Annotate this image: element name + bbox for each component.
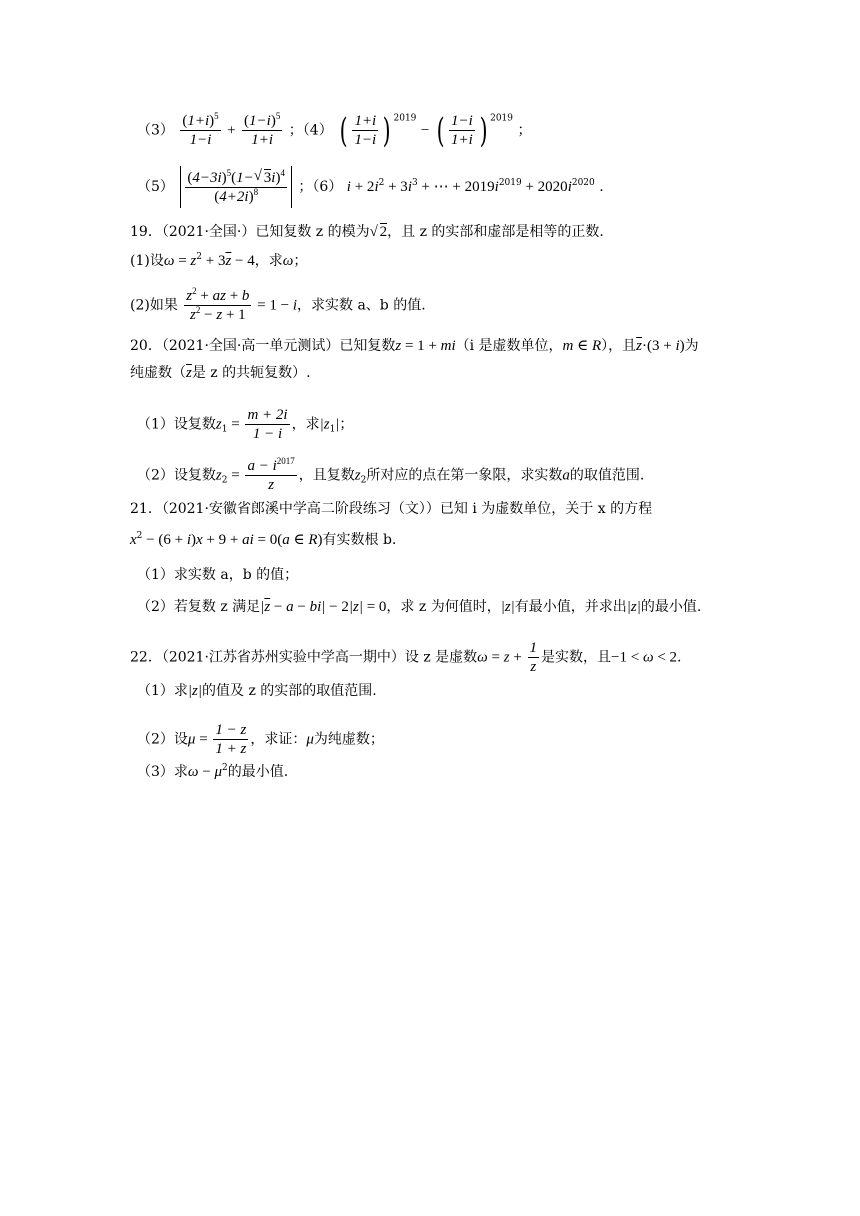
fraction: $\frac{(1+i)^5}{1-i}$ (182, 111, 219, 148)
fraction: $\frac{1}{z}$ (529, 640, 538, 675)
q22-part-2: （2）设μ = $\frac{1 - z}{1 + z}$ ，求证：μ为纯虚数； (137, 722, 384, 757)
fraction: $\frac{z^2 + az + b}{z^2 - z + 1}$ (186, 286, 250, 323)
q21-line-2: $x^2 - (6 + i)x + 9$ + ai = 0(a ∈ R)有实数根 b. (130, 531, 397, 548)
q20-line-2: 纯虚数（$\overline{z}$是 z 的共轭复数）. (130, 365, 311, 381)
q20-part-1: （1）设复数$z_1$ = $\frac{m + 2i}{1 - i}$ ，求$|z_1|$； (137, 407, 354, 442)
q20-heading: 20．（2021·全国·高一单元测试）已知复数z = 1 + mi（i 是虚数单位，m ∈ R），且$\overline{z}\cdot(3 + i)$为 (130, 338, 699, 354)
q22-part-3: （3）求$\omega - \mu^2$的最小值. (137, 763, 289, 780)
q22-heading: 22．（2021·江苏省苏州实验中学高一期中）设 z 是虚数ω = z + $\frac{1}{z}$ 是实数，且−1 < ω < 2. (130, 640, 682, 675)
fraction: $\frac{m + 2i}{1 - i}$ (247, 407, 288, 442)
q20-part-2: （2）设复数$z_2$ = $\frac{a - i^{2017}}{z}$ ，且复数$z_2$所对应的点在第一象限，求实数a的取值范围. (137, 456, 645, 493)
q19-heading: 19．（2021·全国·）已知复数 z 的模为 √ 2，且 z 的实部和虚部是相等的正数. (130, 222, 604, 242)
part-label: ；（6） (298, 179, 343, 195)
part-label: ；（4） (288, 122, 333, 139)
q21-part-1: （1）求实数 a，b 的值； (137, 567, 299, 583)
fraction: $\frac{1-i}{1+i}$ (451, 113, 473, 148)
fraction: $\frac{1+i}{1-i}$ (354, 113, 377, 148)
q21-heading: 21．（2021·安徽省郎溪中学高二阶段练习（文））已知 i 为虚数单位，关于 x 的方程 (130, 501, 653, 517)
fraction: $\frac{(4-3i)^5(1- √ 3i)^4}{(4+2i)^8}$ (185, 170, 287, 205)
p18-line-5-6: （5） $\frac{(4-3i)^5(1- √ 3i)^4}{(4+2i)^8}$ ；（6） $i + 2i^2 + 3i^3$ + ⋯ + $2019i^{2019} + 2020i^{2020}$ . (137, 166, 604, 208)
fraction: $\frac{a - i^{2017}}{z}$ (247, 456, 295, 493)
part-label: （3） (137, 122, 174, 139)
q19-part-1: (1)设$\omega = z^2 + 3\overline{z} - 4$，求ω； (130, 252, 308, 269)
p18-line-3-4: （3） $\frac{(1+i)^5}{1-i}$ + $\frac{(1-i)^5}{1+i}$ ；（4） ( $\frac{1+i}{1-i}$ ) $^{2019}$ − ( $\frac{1-i}{1+i}$ ) $^{2019}$ ； (137, 110, 532, 151)
fraction: $\frac{(1-i)^5}{1+i}$ (244, 111, 281, 148)
part-label: （5） (137, 179, 174, 195)
q22-part-1: （1）求|z|的值及 z 的实部的取值范围. (137, 683, 377, 699)
q19-part-2: (2)如果 $\frac{z^2 + az + b}{z^2 - z + 1}$ = 1 − i，求实数 a、b 的值. (130, 286, 426, 323)
fraction: $\frac{1 - z}{1 + z}$ (215, 722, 247, 757)
q21-part-2: （2）若复数 z 满足$|\overline{z} - a - bi| - 2|z| = 0$，求 z 为何值时，|z|有最小值，并求出|z|的最小值. (137, 599, 702, 615)
